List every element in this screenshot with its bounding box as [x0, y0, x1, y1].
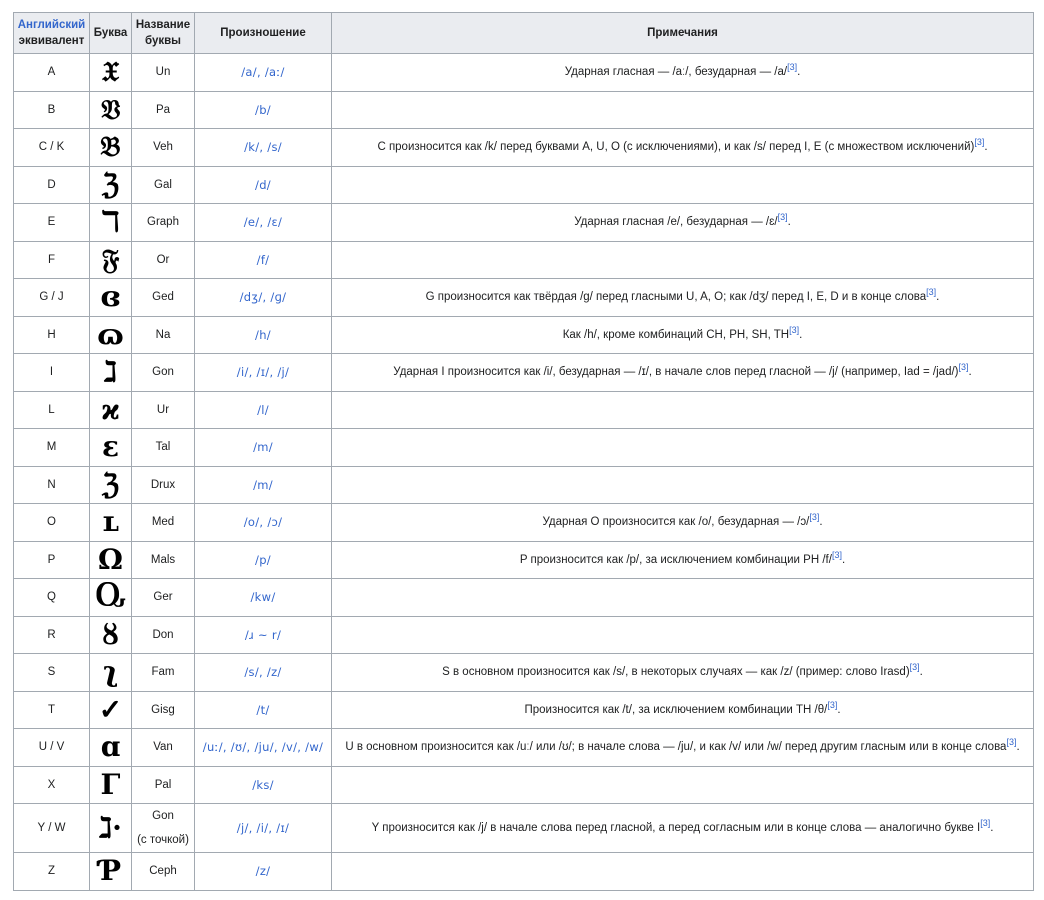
ipa-pronunciation-link[interactable]: /h/ [255, 327, 271, 342]
ipa-pronunciation-link[interactable]: /uː/, /ʊ/, /ju/, /v/, /w/ [202, 740, 324, 755]
letter-glyph-cell [90, 616, 132, 654]
enochian-letter-glyph: ʟ [101, 505, 120, 539]
english-equivalent-cell: U / V [14, 729, 90, 767]
citation-link[interactable]: [3] [1006, 737, 1017, 748]
pronunciation-cell [195, 766, 332, 804]
enochian-letter-glyph: ɑ [100, 730, 121, 764]
note-text: Ударная I произносится как /i/, безударная — /ɪ/, в начале слов перед гласной — /j/ (например, Iad = /jad/) [393, 366, 959, 379]
letter-name-cell [132, 391, 195, 429]
english-equivalent-cell: N [14, 466, 90, 504]
table-row [14, 804, 1034, 853]
ipa-pronunciation-link[interactable]: /i/, /ɪ/, /j/ [236, 365, 290, 380]
letter-name: Ged [152, 291, 174, 304]
english-equivalent-cell: Q [14, 579, 90, 617]
letter-glyph-cell [90, 241, 132, 279]
english-equivalent-cell: B [14, 91, 90, 129]
letter-glyph-cell [90, 429, 132, 467]
ipa-pronunciation-link[interactable]: /o/, /ɔ/ [243, 515, 283, 530]
enochian-letter-glyph: 𝔛 [101, 55, 120, 89]
letter-name-cell [132, 316, 195, 354]
letters-table-container [13, 12, 1034, 891]
ipa-pronunciation-link[interactable]: /p/ [255, 552, 271, 567]
pronunciation-cell [195, 54, 332, 92]
letter-name-cell [132, 166, 195, 204]
letter-name-cell [132, 354, 195, 392]
header-english-line1[interactable]: Английский [17, 19, 86, 31]
pronunciation-cell [195, 691, 332, 729]
letter-name: Or [156, 253, 170, 266]
ipa-pronunciation-link[interactable]: /dʒ/, /ɡ/ [239, 290, 287, 305]
table-row [14, 853, 1034, 891]
ipa-pronunciation-link[interactable]: /b/ [255, 102, 271, 117]
table-row [14, 504, 1034, 542]
enochian-letter-glyph: ✓ [98, 692, 123, 726]
letter-glyph-cell [90, 166, 132, 204]
letter-name: Gal [154, 178, 172, 191]
pronunciation-cell [195, 504, 332, 542]
enochian-letter-glyph: Γ [100, 767, 121, 801]
notes-cell [332, 204, 1034, 242]
english-equivalent-cell: D [14, 166, 90, 204]
citation-link[interactable]: [3] [980, 818, 991, 829]
letter-name-cell [132, 504, 195, 542]
header-pronunciation: Произношение [195, 13, 332, 54]
pronunciation-cell [195, 316, 332, 354]
letter-name-cell [132, 616, 195, 654]
table-row [14, 354, 1034, 392]
english-equivalent-cell: Z [14, 853, 90, 891]
ipa-pronunciation-link[interactable]: /m/ [253, 440, 273, 455]
letter-name-cell [132, 654, 195, 692]
header-name-line1: Название [135, 19, 191, 31]
notes-cell [332, 91, 1034, 129]
note-end-punctuation: . [936, 291, 940, 304]
letter-name: Van [153, 741, 173, 754]
citation-link[interactable]: [3] [777, 212, 788, 223]
ipa-pronunciation-link[interactable]: /kw/ [250, 590, 276, 605]
letter-glyph-cell [90, 504, 132, 542]
pronunciation-cell [195, 616, 332, 654]
ipa-pronunciation-link[interactable]: /t/ [256, 702, 270, 717]
letter-name-cell [132, 241, 195, 279]
letter-name-cell [132, 204, 195, 242]
notes-cell [332, 466, 1034, 504]
note-end-punctuation: . [799, 328, 803, 341]
ipa-pronunciation-link[interactable]: /ks/ [252, 777, 274, 792]
letter-glyph-cell [90, 691, 132, 729]
english-equivalent-cell: R [14, 616, 90, 654]
enochian-letter-glyph: Ⴍ [94, 580, 127, 614]
letter-name-cell [132, 691, 195, 729]
letter-name: Veh [153, 141, 173, 154]
citation-link[interactable]: [3] [787, 62, 798, 73]
letter-name: Gon [152, 810, 174, 822]
note-text: Y произносится как /j/ в начале слова перед гласной, а перед согласным или в конце слова — аналогично букве I [371, 822, 981, 834]
notes-cell [332, 541, 1034, 579]
table-row [14, 316, 1034, 354]
table-row [14, 579, 1034, 617]
citation-link[interactable]: [3] [909, 662, 920, 673]
letter-glyph-cell [90, 541, 132, 579]
letter-name: Fam [151, 666, 175, 679]
notes-cell [332, 316, 1034, 354]
ipa-pronunciation-link[interactable]: /s/, /z/ [244, 665, 282, 680]
notes-cell [332, 766, 1034, 804]
enochian-alphabet-table [13, 12, 1034, 891]
ipa-pronunciation-link[interactable]: /e/, /ɛ/ [243, 215, 283, 230]
english-equivalent-cell: L [14, 391, 90, 429]
english-equivalent-cell: I [14, 354, 90, 392]
pronunciation-cell [195, 729, 332, 767]
letter-name-cell [132, 91, 195, 129]
letter-name-cell [132, 54, 195, 92]
note-text: S в основном произносится как /s/, в некоторых случаях — как /z/ (пример: слово Irasd) [442, 666, 910, 679]
notes-cell [332, 129, 1034, 167]
letter-name-cell [132, 429, 195, 467]
table-row [14, 54, 1034, 92]
letter-name-cell [132, 804, 195, 853]
notes-cell [332, 654, 1034, 692]
table-row [14, 541, 1034, 579]
letter-name: Tal [155, 441, 171, 454]
enochian-letter-glyph: ɞ [100, 280, 121, 314]
citation-link[interactable]: [3] [827, 699, 838, 710]
notes-cell [332, 166, 1034, 204]
note-text: P произносится как /p/, за исключением комбинации PH /f/ [519, 553, 832, 566]
enochian-letter-glyph: ϰ [101, 392, 120, 426]
table-row [14, 279, 1034, 317]
table-row [14, 654, 1034, 692]
letter-name: Ger [153, 591, 173, 604]
letter-glyph-cell [90, 91, 132, 129]
header-name-line2: буквы [145, 35, 181, 47]
table-body [14, 54, 1034, 891]
letter-name: Don [152, 628, 174, 641]
pronunciation-cell [195, 466, 332, 504]
letter-name: Drux [150, 478, 176, 491]
letter-glyph-cell [90, 279, 132, 317]
pronunciation-cell [195, 654, 332, 692]
table-row [14, 129, 1034, 167]
pronunciation-cell [195, 354, 332, 392]
letter-name: Graph [147, 216, 179, 229]
letter-name-cell [132, 729, 195, 767]
notes-cell [332, 691, 1034, 729]
letter-name-cell [132, 766, 195, 804]
note-text: G произносится как твёрдая /ɡ/ перед гласными U, A, O; как /dʒ/ перед I, E, D и в конце слова [425, 291, 927, 304]
english-equivalent-cell: G / J [14, 279, 90, 317]
note-end-punctuation: . [968, 366, 972, 379]
table-row [14, 429, 1034, 467]
note-text: C произносится как /k/ перед буквами A, U, O (с исключениями), и как /s/ перед I, E (с множеством исключений) [377, 141, 975, 154]
english-equivalent-cell: P [14, 541, 90, 579]
note-end-punctuation: . [837, 703, 841, 716]
notes-cell [332, 54, 1034, 92]
enochian-letter-glyph: ℨ [101, 167, 120, 201]
letter-name-cell [132, 541, 195, 579]
enochian-letter-glyph: Ƥ [99, 854, 122, 888]
note-end-punctuation: . [797, 66, 801, 79]
ipa-pronunciation-link[interactable]: /l/ [257, 402, 269, 417]
letter-glyph-cell [90, 391, 132, 429]
enochian-letter-glyph: ℸ [101, 205, 120, 239]
notes-cell [332, 804, 1034, 853]
letter-name-cell [132, 466, 195, 504]
english-equivalent-cell: H [14, 316, 90, 354]
citation-link[interactable]: [3] [974, 137, 985, 148]
letter-name: Gisg [151, 703, 175, 716]
ipa-pronunciation-link[interactable]: /f/ [256, 252, 270, 267]
note-end-punctuation: . [1016, 741, 1020, 754]
enochian-letter-glyph: ℨ [101, 467, 120, 501]
letter-name: Gon [152, 366, 174, 379]
letter-glyph-cell [90, 129, 132, 167]
enochian-letter-glyph: ɛ [101, 430, 120, 464]
letter-name-cell [132, 129, 195, 167]
pronunciation-cell [195, 204, 332, 242]
notes-cell [332, 616, 1034, 654]
english-equivalent-cell: S [14, 654, 90, 692]
table-row [14, 204, 1034, 242]
table-row [14, 241, 1034, 279]
header-letter-name [132, 13, 195, 54]
enochian-letter-glyph: ʅ [102, 655, 119, 689]
note-end-punctuation: . [787, 216, 791, 229]
letter-glyph-cell [90, 354, 132, 392]
ipa-pronunciation-link[interactable]: /m/ [253, 477, 273, 492]
letter-name: Ur [156, 403, 170, 416]
citation-link[interactable]: [3] [958, 362, 969, 373]
table-row [14, 766, 1034, 804]
ipa-pronunciation-link[interactable]: /j/, /i/, /ɪ/ [236, 821, 290, 835]
notes-cell [332, 579, 1034, 617]
table-row [14, 466, 1034, 504]
letter-name-cell [132, 853, 195, 891]
letter-glyph-cell [90, 766, 132, 804]
pronunciation-cell [195, 91, 332, 129]
enochian-letter-glyph: 𝔙 [100, 92, 121, 126]
letter-glyph-cell [90, 654, 132, 692]
letter-name: Pa [155, 103, 171, 116]
letter-glyph-cell [90, 316, 132, 354]
letter-name: Na [155, 328, 171, 341]
notes-cell [332, 729, 1034, 767]
notes-cell [332, 504, 1034, 542]
english-equivalent-cell: O [14, 504, 90, 542]
ipa-pronunciation-link[interactable]: /k/, /s/ [244, 140, 282, 155]
pronunciation-cell [195, 166, 332, 204]
letter-glyph-cell [90, 466, 132, 504]
enochian-letter-glyph: ℷ [103, 355, 118, 389]
table-row [14, 91, 1034, 129]
header-letter: Буква [90, 13, 132, 54]
notes-cell [332, 391, 1034, 429]
note-text: Ударная O произносится как /o/, безударная — /ɔ/ [542, 516, 810, 529]
english-equivalent-cell: C / K [14, 129, 90, 167]
english-equivalent-cell: T [14, 691, 90, 729]
pronunciation-cell [195, 279, 332, 317]
letter-name: Un [155, 66, 171, 79]
pronunciation-cell [195, 541, 332, 579]
pronunciation-cell [195, 804, 332, 853]
header-english-equivalent[interactable] [14, 13, 90, 54]
enochian-letter-glyph: ℷ· [99, 811, 122, 844]
note-text: Ударная гласная /e/, безударная — /ɛ/ [574, 216, 778, 229]
citation-link[interactable]: [3] [789, 324, 800, 335]
letter-glyph-cell [90, 54, 132, 92]
ipa-pronunciation-link[interactable]: /z/ [255, 864, 271, 879]
table-row [14, 166, 1034, 204]
ipa-pronunciation-link[interactable]: /a/, /aː/ [241, 65, 285, 80]
header-notes: Примечания [332, 13, 1034, 54]
notes-cell [332, 429, 1034, 467]
pronunciation-cell [195, 853, 332, 891]
enochian-letter-glyph: 𝔉 [101, 242, 120, 276]
note-end-punctuation: . [819, 516, 823, 529]
letter-name-note: (с точкой) [137, 834, 189, 846]
english-equivalent-cell: X [14, 766, 90, 804]
ipa-pronunciation-link[interactable]: /ɹ ~ r/ [244, 627, 282, 642]
note-text: Ударная гласная — /aː/, безударная — /a/ [564, 66, 788, 79]
ipa-pronunciation-link[interactable]: /d/ [255, 177, 271, 192]
note-end-punctuation: . [919, 666, 923, 679]
notes-cell [332, 853, 1034, 891]
table-row [14, 729, 1034, 767]
note-end-punctuation: . [984, 141, 988, 154]
letter-glyph-cell [90, 579, 132, 617]
note-text: U в основном произносится как /uː/ или /ʊ/; в начале слова — /ju/, и как /v/ или /w/ перед другим гласным или в конце слова [345, 741, 1007, 754]
letter-glyph-cell [90, 729, 132, 767]
english-equivalent-cell: E [14, 204, 90, 242]
table-row [14, 391, 1034, 429]
english-equivalent-cell: Y / W [14, 804, 90, 853]
citation-link[interactable]: [3] [809, 512, 820, 523]
pronunciation-cell [195, 429, 332, 467]
note-text: Как /h/, кроме комбинаций CH, PH, SH, TH [562, 328, 790, 341]
enochian-letter-glyph: 𝔅 [100, 130, 121, 164]
letter-name: Pal [154, 778, 172, 791]
letter-glyph-cell [90, 204, 132, 242]
enochian-letter-glyph: ȣ [101, 617, 120, 651]
note-end-punctuation: . [990, 822, 994, 834]
note-end-punctuation: . [841, 553, 846, 566]
citation-link[interactable]: [3] [926, 287, 937, 298]
letter-name-cell [132, 279, 195, 317]
pronunciation-cell [195, 129, 332, 167]
note-text: Произносится как /t/, за исключением комбинации TH /θ/ [524, 703, 828, 716]
notes-cell [332, 354, 1034, 392]
english-equivalent-cell: F [14, 241, 90, 279]
header-english-line2: эквивалент [18, 35, 85, 47]
pronunciation-cell [195, 579, 332, 617]
pronunciation-cell [195, 391, 332, 429]
english-equivalent-cell: A [14, 54, 90, 92]
letter-name: Ceph [149, 865, 177, 878]
table-row [14, 616, 1034, 654]
letter-name: Mals [150, 553, 176, 566]
citation-link[interactable]: [3] [831, 549, 842, 560]
pronunciation-cell [195, 241, 332, 279]
enochian-letter-glyph: ɷ [97, 317, 124, 351]
letter-name-cell [132, 579, 195, 617]
letter-glyph-cell [90, 853, 132, 891]
letter-name: Med [151, 516, 175, 529]
table-row [14, 691, 1034, 729]
table-header-row [14, 13, 1034, 54]
notes-cell [332, 241, 1034, 279]
notes-cell [332, 279, 1034, 317]
enochian-letter-glyph: Ω [98, 542, 123, 576]
letter-glyph-cell [90, 804, 132, 853]
english-equivalent-cell: M [14, 429, 90, 467]
